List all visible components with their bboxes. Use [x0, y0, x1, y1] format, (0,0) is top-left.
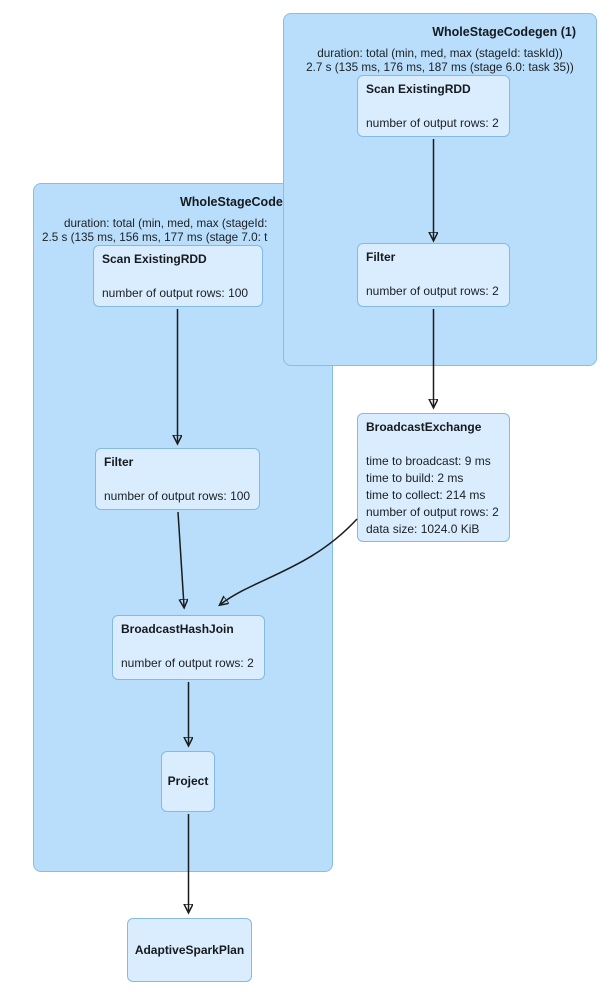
node-metric: time to broadcast: 9 ms	[366, 454, 491, 468]
node-metric: number of output rows: 2	[366, 505, 499, 519]
cluster-title: WholeStageCode	[180, 195, 283, 209]
node-scan-existingrdd-left[interactable]	[93, 245, 263, 307]
node-metric: number of output rows: 2	[366, 116, 499, 130]
node-broadcast-hash-join[interactable]	[112, 615, 265, 680]
node-metric: data size: 1024.0 KiB	[366, 522, 480, 536]
node-filter-right[interactable]	[357, 243, 510, 307]
node-project[interactable]	[161, 751, 215, 812]
node-title: BroadcastHashJoin	[121, 622, 234, 636]
node-adaptive-spark-plan[interactable]	[127, 918, 252, 982]
node-title: AdaptiveSparkPlan	[134, 942, 245, 957]
cluster-duration	[284, 47, 596, 74]
node-title: Scan ExistingRDD	[366, 82, 471, 96]
node-broadcast-exchange[interactable]	[357, 413, 510, 542]
node-title: BroadcastExchange	[366, 420, 482, 434]
cluster-duration-line-1: duration: total (min, med, max (stageId:	[64, 217, 268, 230]
node-metric: number of output rows: 2	[121, 656, 254, 670]
node-filter-left[interactable]	[95, 448, 260, 510]
node-metric: number of output rows: 100	[104, 489, 251, 503]
node-title: Scan ExistingRDD	[102, 252, 207, 266]
cluster-wholestagecodegen-1	[283, 13, 597, 366]
node-title: Project	[167, 774, 209, 788]
node-metric: number of output rows: 2	[366, 284, 499, 298]
node-title: Filter	[366, 250, 396, 264]
cluster-title: WholeStageCodegen (1)	[432, 25, 576, 39]
node-metric: time to collect: 214 ms	[366, 488, 486, 502]
node-metric: time to build: 2 ms	[366, 471, 464, 485]
cluster-duration-line-2: 2.7 s (135 ms, 176 ms, 187 ms (stage 6.0: task 35))	[306, 60, 574, 74]
node-title: Filter	[104, 455, 134, 469]
cluster-duration-line-1: duration: total (min, med, max (stageId: taskId))	[317, 47, 563, 60]
cluster-duration-line-2: 2.5 s (135 ms, 156 ms, 177 ms (stage 7.0: t	[42, 230, 268, 244]
node-metric: number of output rows: 100	[102, 286, 249, 300]
node-scan-existingrdd-right[interactable]	[357, 75, 510, 137]
